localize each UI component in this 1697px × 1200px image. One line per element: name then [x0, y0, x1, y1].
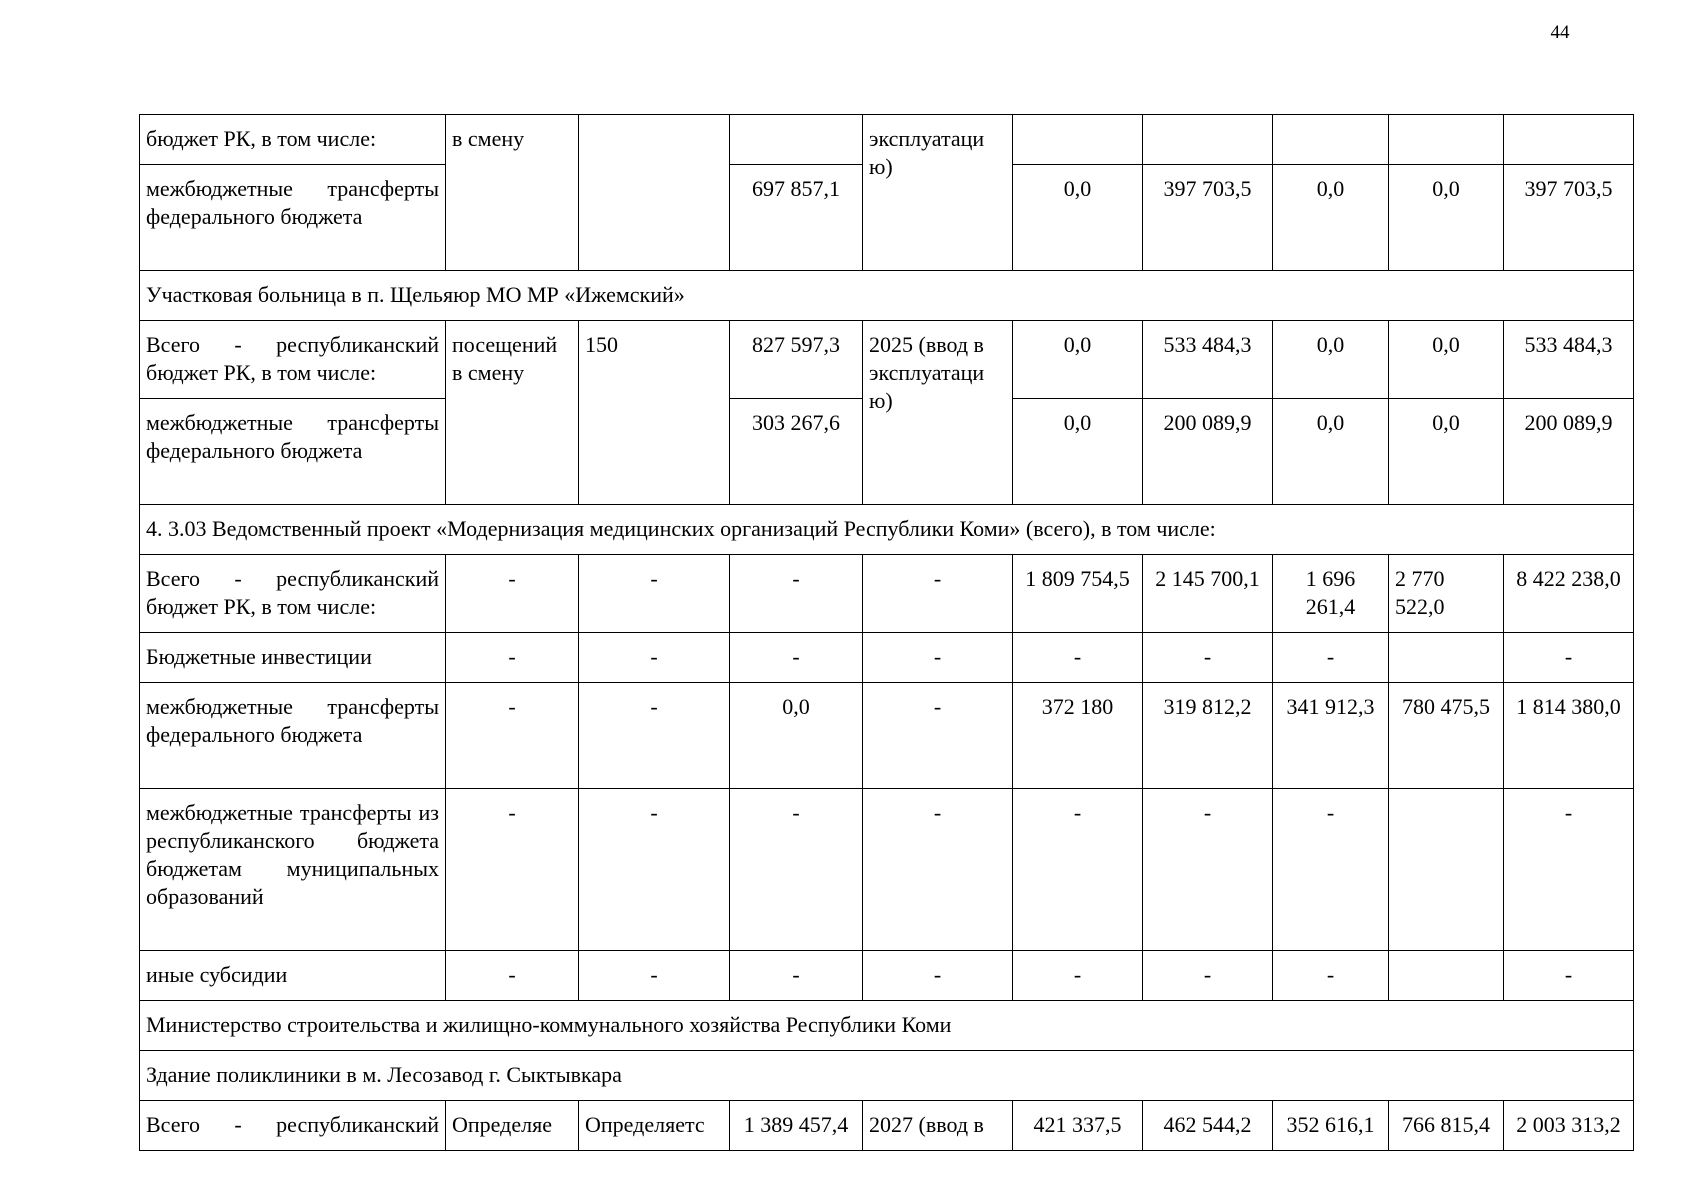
value-2024: 0,0: [1013, 321, 1143, 399]
table-row: [140, 115, 1634, 165]
value-2027: [1389, 951, 1504, 1001]
capacity-cell: [579, 115, 730, 271]
section-row: [140, 1001, 1634, 1051]
row-label: Бюджетные инвестиции: [140, 633, 446, 683]
cost-cell: -: [730, 633, 863, 683]
table-row: [140, 555, 1634, 633]
term-cell: -: [863, 951, 1013, 1001]
cost-cell: 827 597,3: [730, 321, 863, 399]
value-2027: 0,0: [1389, 165, 1504, 271]
cost-cell: [730, 115, 863, 165]
value-2026: 1 696 261,4: [1273, 555, 1389, 633]
value-2025: [1143, 115, 1273, 165]
capacity-cell: -: [579, 951, 730, 1001]
budget-table: [139, 114, 1634, 1151]
row-label: Всего - республиканский бюджет РК, в том числе:: [140, 555, 446, 633]
value-2026: -: [1273, 633, 1389, 683]
value-2025: -: [1143, 951, 1273, 1001]
value-2024: 372 180: [1013, 683, 1143, 789]
value-total: 397 703,5: [1504, 165, 1634, 271]
value-2026: 0,0: [1273, 399, 1389, 505]
capacity-cell: -: [579, 633, 730, 683]
unit-cell: в смену: [446, 115, 579, 271]
value-2027: [1389, 633, 1504, 683]
row-label: межбюджетные трансферты федерального бюджета: [140, 165, 446, 271]
row-label: Всего - республиканский бюджет РК, в том числе:: [140, 321, 446, 399]
section-title: Министерство строительства и жилищно-коммунального хозяйства Республики Коми: [140, 1001, 1634, 1051]
term-cell: -: [863, 683, 1013, 789]
value-total: 1 814 380,0: [1504, 683, 1634, 789]
table-row: [140, 951, 1634, 1001]
table-row: [140, 789, 1634, 951]
section-title: 4. 3.03 Ведомственный проект «Модернизация медицинских организаций Республики Коми» (всего), в том числе:: [140, 505, 1634, 555]
value-total: -: [1504, 951, 1634, 1001]
capacity-cell: -: [579, 555, 730, 633]
value-2025: -: [1143, 633, 1273, 683]
value-2025: 462 544,2: [1143, 1101, 1273, 1151]
value-total: 8 422 238,0: [1504, 555, 1634, 633]
cost-cell: 1 389 457,4: [730, 1101, 863, 1151]
capacity-cell: 150: [579, 321, 730, 505]
value-2026: 0,0: [1273, 165, 1389, 271]
value-2027: 2 770 522,0: [1389, 555, 1504, 633]
capacity-cell: -: [579, 789, 730, 951]
row-label: межбюджетные трансферты федерального бюджета: [140, 683, 446, 789]
unit-cell: -: [446, 555, 579, 633]
value-total: 2 003 313,2: [1504, 1101, 1634, 1151]
value-2024: -: [1013, 789, 1143, 951]
value-total: 200 089,9: [1504, 399, 1634, 505]
value-2025: -: [1143, 789, 1273, 951]
value-2027: 0,0: [1389, 399, 1504, 505]
value-2024: 421 337,5: [1013, 1101, 1143, 1151]
value-2026: [1273, 115, 1389, 165]
unit-cell: Определяе: [446, 1101, 579, 1151]
unit-cell: -: [446, 789, 579, 951]
unit-cell: -: [446, 633, 579, 683]
value-2027: [1389, 115, 1504, 165]
value-2026: 0,0: [1273, 321, 1389, 399]
value-2024: [1013, 115, 1143, 165]
value-total: -: [1504, 789, 1634, 951]
cost-cell: 697 857,1: [730, 165, 863, 271]
cost-cell: 303 267,6: [730, 399, 863, 505]
value-2027: 780 475,5: [1389, 683, 1504, 789]
value-2025: 533 484,3: [1143, 321, 1273, 399]
section-row: [140, 1051, 1634, 1101]
table-row: [140, 1101, 1634, 1151]
cost-cell: -: [730, 951, 863, 1001]
row-label: иные субсидии: [140, 951, 446, 1001]
section-row: [140, 505, 1634, 555]
cost-cell: -: [730, 789, 863, 951]
capacity-cell: -: [579, 683, 730, 789]
table-row: [140, 633, 1634, 683]
term-cell: -: [863, 789, 1013, 951]
page-number: 44: [1550, 22, 1570, 43]
unit-cell: -: [446, 683, 579, 789]
value-2026: -: [1273, 789, 1389, 951]
value-2024: -: [1013, 951, 1143, 1001]
term-cell: -: [863, 555, 1013, 633]
section-row: [140, 271, 1634, 321]
row-label: межбюджетные трансферты из республиканского бюджета бюджетам муниципальных образований: [140, 789, 446, 951]
capacity-cell: Определяетс: [579, 1101, 730, 1151]
value-2024: 1 809 754,5: [1013, 555, 1143, 633]
value-2026: 352 616,1: [1273, 1101, 1389, 1151]
unit-cell: -: [446, 951, 579, 1001]
value-total: 533 484,3: [1504, 321, 1634, 399]
term-cell: -: [863, 633, 1013, 683]
term-cell: эксплуатаци ю): [863, 115, 1013, 271]
row-label: бюджет РК, в том числе:: [140, 115, 446, 165]
value-2027: 766 815,4: [1389, 1101, 1504, 1151]
unit-cell: посещений в смену: [446, 321, 579, 505]
value-2025: 2 145 700,1: [1143, 555, 1273, 633]
value-2025: 397 703,5: [1143, 165, 1273, 271]
value-2024: -: [1013, 633, 1143, 683]
value-total: [1504, 115, 1634, 165]
value-total: -: [1504, 633, 1634, 683]
term-cell: 2025 (ввод в эксплуатаци ю): [863, 321, 1013, 505]
value-2025: 200 089,9: [1143, 399, 1273, 505]
value-2026: -: [1273, 951, 1389, 1001]
table-row: [140, 683, 1634, 789]
section-title: Участковая больница в п. Щельяюр МО МР «Ижемский»: [140, 271, 1634, 321]
table-row: [140, 321, 1634, 399]
value-2026: 341 912,3: [1273, 683, 1389, 789]
term-cell: 2027 (ввод в: [863, 1101, 1013, 1151]
cost-cell: 0,0: [730, 683, 863, 789]
row-label: Всего - республиканский: [140, 1101, 446, 1151]
value-2024: 0,0: [1013, 165, 1143, 271]
row-label: межбюджетные трансферты федерального бюджета: [140, 399, 446, 505]
cost-cell: -: [730, 555, 863, 633]
value-2027: 0,0: [1389, 321, 1504, 399]
value-2024: 0,0: [1013, 399, 1143, 505]
value-2025: 319 812,2: [1143, 683, 1273, 789]
value-2027: [1389, 789, 1504, 951]
section-title: Здание поликлиники в м. Лесозавод г. Сыктывкара: [140, 1051, 1634, 1101]
